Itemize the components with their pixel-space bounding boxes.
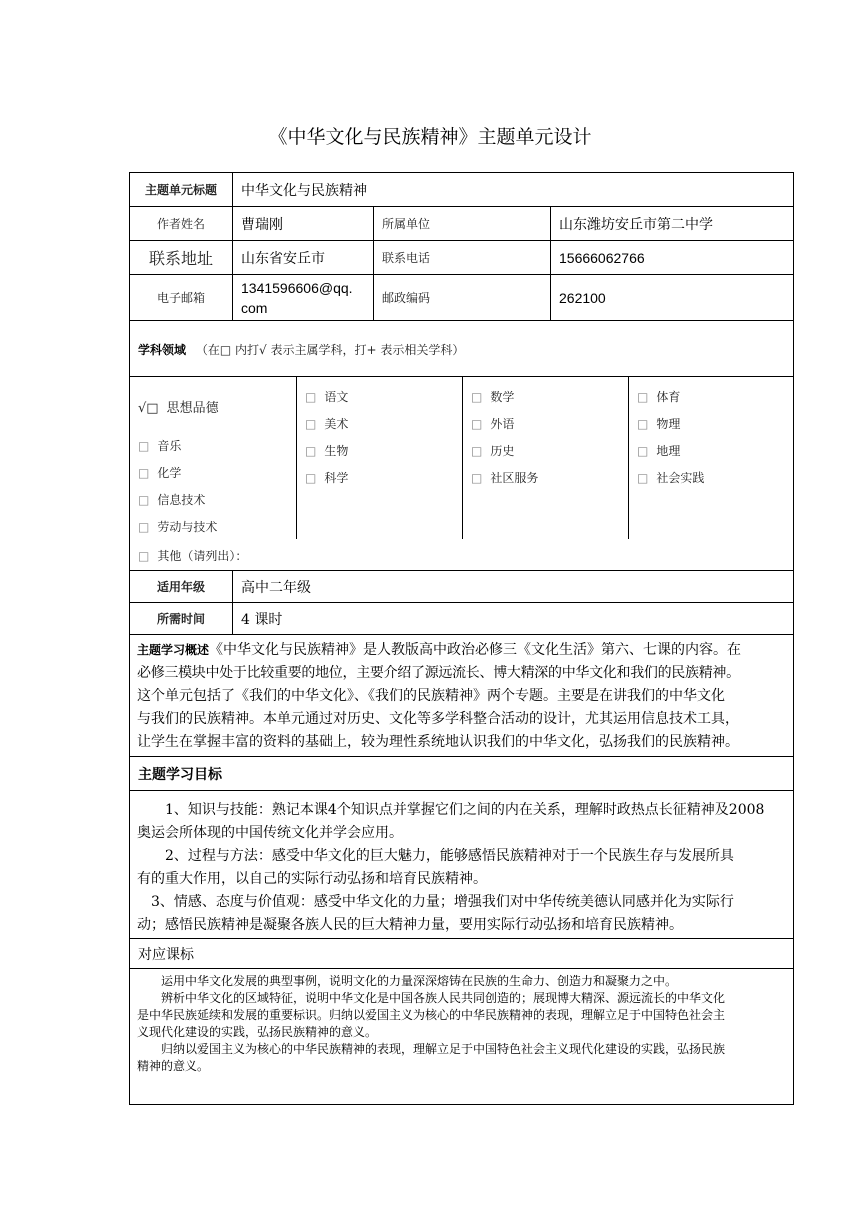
subject-item[interactable] — [471, 469, 538, 486]
overview-row — [130, 635, 793, 757]
subject-header-note: （在□ 内打√ 表示主属学科，打+ 表示相关学科） — [195, 343, 465, 357]
subject-label: 美术 — [324, 417, 349, 431]
subject-item[interactable] — [637, 442, 680, 459]
subject-item[interactable] — [305, 469, 348, 486]
objective-line: 有的重大作用，以自己的实际行动弘扬和培育民族精神。 — [137, 871, 487, 887]
subject-other[interactable] — [138, 547, 247, 564]
email-line-2: com — [241, 299, 268, 316]
checkbox-icon: □ — [305, 390, 317, 404]
standard-line: 辨析中华文化的区域特征，说明中华文化是中国各族人民共同创造的；展现博大精深、源远流长的中华文化 — [161, 991, 726, 1005]
standard-line: 运用中华文化发展的典型事例，说明文化的力量深深熔铸在民族的生命力、创造力和凝聚力之中。 — [161, 974, 678, 988]
objective-line: 2、过程与方法：感受中华文化的巨大魅力，能够感悟民族精神对于一个民族生存与发展所具 — [165, 848, 734, 864]
phone-value: 15666062766 — [559, 249, 645, 266]
subject-label: 历史 — [490, 444, 515, 458]
subject-label: 社会实践 — [656, 471, 705, 485]
author-label: 作者姓名 — [130, 207, 233, 240]
overview-line: 让学生在掌握丰富的资料的基础上，较为理性系统地认识我们的中华文化，弘扬我们的民族精神。 — [137, 734, 739, 750]
subject-item[interactable] — [471, 415, 514, 432]
checkbox-icon: □ — [471, 417, 483, 431]
overview-line: 《中华文化与民族精神》是人教版高中政治必修三《文化生活》第六、七课的内容。在 — [209, 642, 742, 658]
unit-label: 所属单位 — [374, 207, 551, 240]
email-label: 电子邮箱 — [130, 275, 233, 320]
subject-label: 物理 — [656, 417, 681, 431]
subject-label: 语文 — [324, 390, 349, 404]
checkbox-icon: □ — [305, 417, 317, 431]
subject-item[interactable] — [138, 437, 181, 454]
time-row — [130, 603, 793, 635]
subject-item[interactable] — [138, 464, 181, 481]
objective-line: 1、知识与技能：熟记本课4个知识点并掌握它们之间的内在关系，理解时政热点长征精神及2008 — [165, 802, 765, 818]
overview-text — [137, 639, 786, 754]
subject-item[interactable] — [138, 518, 217, 535]
author-row — [130, 207, 793, 241]
standards-text — [137, 973, 779, 1075]
subject-label: 思想品德 — [166, 401, 219, 416]
objectives-row — [130, 791, 793, 939]
checkbox-icon: □ — [138, 520, 150, 534]
objective-line: 动；感悟民族精神是凝聚各族人民的巨大精神力量，要用实际行动弘扬和培育民族精神。 — [137, 917, 683, 933]
topic-row — [130, 173, 793, 207]
col-divider — [296, 377, 297, 539]
time-value: 4 课时 — [241, 611, 283, 628]
objectives-text — [137, 799, 787, 937]
unit-value: 山东潍坊安丘市第二中学 — [559, 216, 713, 233]
topic-value: 中华文化与民族精神 — [241, 182, 367, 199]
subject-item[interactable] — [471, 388, 514, 405]
subject-item[interactable] — [305, 388, 348, 405]
subject-label: 地理 — [656, 444, 681, 458]
standard-line: 是中华民族延续和发展的重要标识。归纳以爱国主义为核心的中华民族精神的表现，理解立足于中国特色社会主 — [137, 1008, 726, 1022]
subject-label: 音乐 — [157, 439, 182, 453]
email-row — [130, 275, 793, 321]
grade-row — [130, 571, 793, 603]
checkbox-icon: □ — [138, 549, 150, 563]
subject-label: 科学 — [324, 471, 349, 485]
standards-header-row — [130, 939, 793, 969]
subject-item[interactable] — [471, 442, 514, 459]
checkbox-icon: □ — [305, 444, 317, 458]
overview-label: 主题学习概述 — [137, 643, 210, 657]
subject-label: 数学 — [490, 390, 515, 404]
subject-label: 外语 — [490, 417, 515, 431]
zip-value: 262100 — [559, 289, 606, 306]
phone-label: 联系电话 — [374, 241, 551, 274]
subject-item[interactable] — [138, 491, 205, 508]
grade-value: 高中二年级 — [241, 579, 311, 596]
subject-item[interactable] — [637, 469, 704, 486]
objective-line: 3、情感、态度与价值观：感受中华文化的力量；增强我们对中华传统美德认同感并化为实际行 — [151, 894, 734, 910]
subject-main-checked[interactable] — [138, 397, 219, 416]
overview-line: 与我们的民族精神。本单元通过对历史、文化等多学科整合活动的设计，尤其运用信息技术工具， — [137, 711, 739, 727]
subject-other-label: 其他（请列出）： — [157, 549, 248, 563]
subject-label: 信息技术 — [157, 493, 206, 507]
col-divider — [462, 377, 463, 539]
subject-item[interactable] — [637, 388, 680, 405]
author-value: 曹瑞刚 — [233, 207, 374, 240]
address-label: 联系地址 — [130, 241, 233, 274]
subject-header-row — [130, 321, 793, 377]
overview-line: 必修三模块中处于比较重要的地位，主要介绍了源远流长、博大精深的中华文化和我们的民族精神。 — [137, 665, 740, 681]
address-value: 山东省安丘市 — [233, 241, 374, 274]
standards-row — [130, 969, 793, 1075]
page-title: 《中华文化与民族精神》主题单元设计 — [268, 126, 592, 148]
time-label: 所需时间 — [130, 603, 233, 634]
email-value — [233, 275, 374, 320]
topic-label: 主题单元标题 — [130, 173, 233, 206]
checkbox-icon: □ — [637, 444, 649, 458]
grade-label: 适用年级 — [130, 571, 233, 602]
checkbox-icon: □ — [637, 471, 649, 485]
subject-label: 体育 — [656, 390, 681, 404]
subject-label: 化学 — [157, 466, 182, 480]
design-form — [129, 172, 794, 1105]
subject-header-title: 学科领域 — [138, 343, 187, 357]
checked-box-icon: √□ — [138, 401, 159, 416]
overview-line: 这个单元包括了《我们的中华文化》、《我们的民族精神》两个专题。主要是在讲我们的中华文化 — [137, 688, 725, 704]
subject-item[interactable] — [305, 442, 348, 459]
subject-label: 劳动与技术 — [157, 520, 218, 534]
col-divider — [628, 377, 629, 539]
checkbox-icon: □ — [471, 390, 483, 404]
standard-line: 义现代化建设的实践，弘扬民族精神的意义。 — [137, 1025, 378, 1039]
checkbox-icon: □ — [305, 471, 317, 485]
subject-header — [138, 341, 464, 358]
subject-label: 生物 — [324, 444, 349, 458]
objectives-header-row — [130, 757, 793, 791]
checkbox-icon: □ — [138, 439, 150, 453]
subject-label: 社区服务 — [490, 471, 539, 485]
subject-item[interactable] — [637, 415, 680, 432]
subject-item[interactable] — [305, 415, 348, 432]
subject-grid-row — [130, 377, 793, 571]
objective-line: 奥运会所体现的中国传统文化并学会应用。 — [137, 825, 403, 841]
standard-line: 归纳以爱国主义为核心的中华民族精神的表现，理解立足于中国特色社会主义现代化建设的实践，弘扬民族 — [161, 1042, 726, 1056]
email-line-1: 1341596606@qq. — [241, 279, 353, 296]
checkbox-icon: □ — [471, 444, 483, 458]
objectives-label: 主题学习目标 — [138, 766, 222, 783]
standards-label: 对应课标 — [138, 946, 194, 963]
address-row — [130, 241, 793, 275]
checkbox-icon: □ — [637, 390, 649, 404]
zip-label: 邮政编码 — [374, 275, 551, 320]
checkbox-icon: □ — [471, 471, 483, 485]
checkbox-icon: □ — [138, 493, 150, 507]
checkbox-icon: □ — [138, 466, 150, 480]
checkbox-icon: □ — [637, 417, 649, 431]
standard-line: 精神的意义。 — [137, 1059, 210, 1073]
